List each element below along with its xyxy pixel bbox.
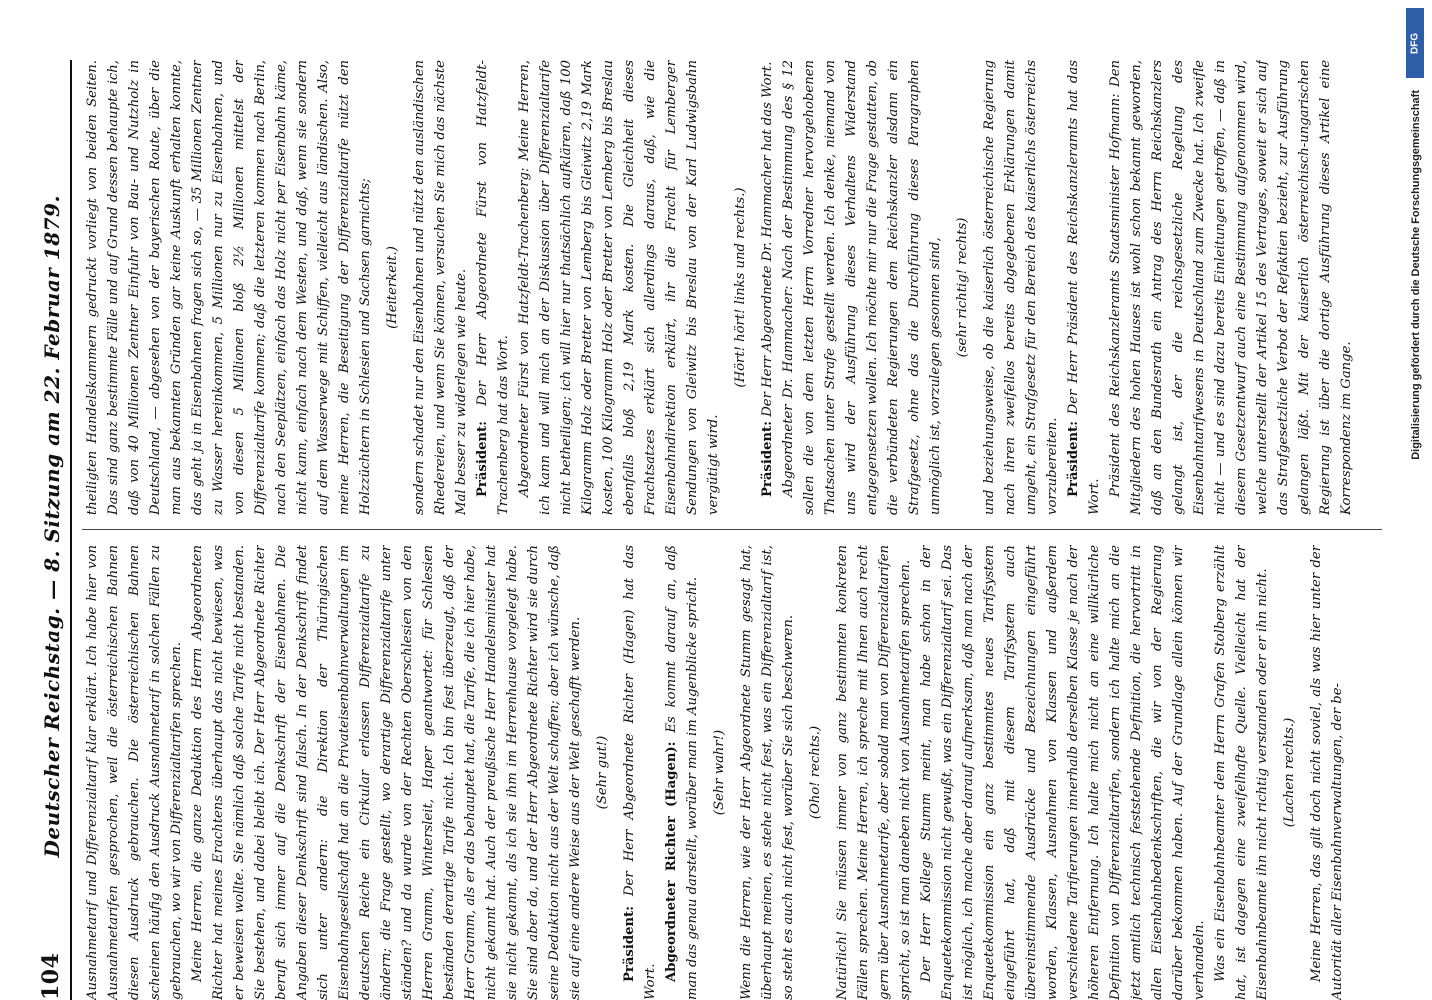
- paragraph: [1210, 545, 1273, 1000]
- interjection: [592, 545, 613, 1000]
- paragraph: [472, 60, 514, 515]
- speaker-label: Abgeordneter Richter (Hagen):: [664, 741, 679, 982]
- paragraph-text: Natürlich! Sie müssen immer von ganz bestimmten konkreten Fällen sprechen. Meine Herren, ich spreche mit Ihnen auch recht gern über Ausnahmetarife, aber sobald man von Differenzialtarifen spricht, so ist man daneben nicht von Ausnahmetarifen sprechen.: [835, 545, 913, 1000]
- paragraph: [1105, 60, 1357, 515]
- paragraph: [514, 60, 724, 515]
- paragraph: [82, 60, 376, 515]
- paragraph-text: Abgeordneter Dr. Hammacher: Nach der Bestimmung des § 12 sollen die von dem letzten Herrn Vorredner hervorgehobenen Thatsachen unter Strafe gestellt werden. Ich denke, niemand von uns wird der Ausführung dieses Verhaltens Widerstand entgegensetzen wollen. Ich möchte mir nur die Frage gestatten, ob die verbündeten Regierungen dem Reichskanzler alsdann ein Strafgesetz, ohne das die Durchführung dieses Paragraphen unmöglich ist, vorzulegen gesonnen sind,: [781, 60, 943, 515]
- interjection: [805, 545, 826, 1000]
- paragraph: [619, 545, 661, 1000]
- paragraph-text: Meine Herren, das gilt doch nicht soviel, als was hier unter der Autorität aller Eisenbahnverwaltungen, der be-: [1309, 545, 1345, 1000]
- paragraph: [736, 545, 799, 1000]
- paragraph: [778, 60, 946, 515]
- speaker-label: Präsident:: [1066, 420, 1081, 497]
- rotated-document-page: [26, 60, 1406, 1000]
- speaker-label: Präsident:: [622, 905, 637, 982]
- paragraph-text: sondern schadet nur den Eisenbahnen und nützt den ausländischen Rhedereien, und wenn Sie können, versuchen Sie mich das nächste Mal besser zu widerlegen wie heute.: [412, 60, 469, 515]
- paragraph-text: theiligten Handelskammern gedruckt vorliegt von beiden Seiten. Das sind ganz bestimmte Fälle und auf Grund dessen behaupte ich, daß von 40 Millionen Zentner Einfuhr von Bau- und Nutzholz in Deutschland, — abgesehen von der bayerischen Route, über die man aus bekannten Gründen gar keine Auskunft erhalten konnte, das geht ja in Eisenbahnen fragen sich so, — 35 Millionen Zentner zu Wasser hereinkommen, 5 Millionen nur zu Eisenbahnen, und von diesen 5 Millionen bloß 2½ Millionen mittelst der Differenzialtarife kommen; daß die letzteren kommen nach Berlin, nach den Seeplätzen, einfach das Holz nicht per Eisenbahn käme, nicht kann, einfach nach dem Westen, und daß, wenn sie sondern auf dem Wasserwege mit Schiffen, vielleicht aus ländischen. Also, meine Herren, die Beseitigung der Differenzialtarife nützt den Holzzüchtern in Schlesien und Sachsen garnichts;: [85, 60, 373, 515]
- digitization-sidebar: [1394, 0, 1432, 1000]
- paragraph-text: (Lachen rechts.): [1282, 717, 1297, 828]
- paragraph-text: (Sehr wahr!): [712, 729, 727, 816]
- paragraph-text: Der Herr Abgeordnete Fürst von Hatzfeldt-Trachenberg hat das Wort.: [475, 60, 511, 515]
- paragraph-text: Präsident des Reichskanzleramts Staatsminister Hofmann: Den Mitgliedern des hohen Hauses ist wohl schon bekannt geworden, daß an den Bundesrath ein Antrag des Herrn Reichskanzlers gelangt ist, der die reichsgesetzliche Regelung des Eisenbahntarifwesens in Deutschland zum Zwecke hat. Ich zweifle nicht — und es sind dazu bereits Einleitungen getroffen, — daß in diesem Gesetzentwurf auch eine Bestimmung aufgenommen wird, welche unterstellt der Artikel 15 des Vertrages, soweit er sich auf das Strafgesetzliche Verbot der Refaktien bezieht, zur Ausführung gelangen läßt. Mit der kaiserlich österreichisch-ungarischen Regierung ist über die dortige Ausführung dieses Artikel eine Korrespondenz im Gange.: [1108, 60, 1354, 515]
- interjection: [730, 60, 751, 515]
- paragraph-text: Es kommt darauf an, daß man das genau darstellt, worüber man im Augenblicke spricht.: [664, 545, 700, 1000]
- speaker-label: Präsident:: [760, 420, 775, 497]
- paragraph-text: Der Herr Kollege Stumm meint, man habe schon in der Enquetekommission nicht gewußt, was ein Differenzialtarif sei. Das ist möglich, ich mache aber darauf aufmerksam, daß man nach der Enquetekommission ein ganz bestimmtes neues Tarifsystem eingeführt hat, daß mit diesem Tarifsystem auch übereinstimmende Ausdrücke und Bezeichnungen eingeführt worden, Klassen, Ausnahmen von Klassen und außerdem verschiedene Tarifierungen innerhalb derselben Klasse je nach der höheren Entfernung. Ich halte mich nicht an eine willkürliche Definition von Differenzialtarifen, sondern ich halte mich an die jetzt amtlich technisch feststehende Definition, die hervortritt in allen Eisenbahnbedenkschriften, die wir von der Regierung darüber bekommen haben. Auf der Grundlage allein können wir verhandeln.: [919, 545, 1207, 1000]
- paragraph: [409, 60, 472, 515]
- paragraph: [979, 60, 1063, 515]
- interjection: [1279, 545, 1300, 1000]
- interjection: [709, 545, 730, 1000]
- paragraph-text: Der Herr Präsident des Reichskanzleramts hat das Wort.: [1066, 60, 1102, 515]
- paragraph-text: Wenn die Herren, wie der Herr Abgeordnete Stumm gesagt hat, überhaupt meinen, es stehe nicht fest, was ein Differenzialtarif ist, so steht es auch nicht fest, worüber Sie sich beschweren.: [739, 545, 796, 1000]
- paragraph-text: Ausnahmetarif und Differenzialtarif klar erklärt. Ich habe hier von Ausnahmetarifen gesprochen, weil die österreichischen Bahnen diesen Ausdruck gebrauchen. Die österreichischen Bahnen scheinen häufig den Ausdruck Ausnahmetarif in solchen Fällen zu gebrauchen, wo wir von Differenzialtarifen sprechen.: [85, 545, 184, 1000]
- speaker-label: Präsident:: [475, 420, 490, 497]
- interjection: [952, 60, 973, 515]
- paragraph: [832, 545, 916, 1000]
- paragraph-text: Was ein Eisenbahnbeamter dem Herrn Grafen Stolberg erzählt hat, ist dagegen eine zweifelhafte Quelle. Vielleicht hat der Eisenbahnbeamte ihn nicht richtig verstanden oder er ihn nicht.: [1213, 545, 1270, 1000]
- digitization-credit: Digitalisierung gefördert durch die Deutsche Forschungsgemeinschaft: [1410, 90, 1422, 460]
- paragraph: [1063, 60, 1105, 515]
- header-rule: [70, 60, 72, 1000]
- page-number: 104: [38, 952, 64, 1000]
- paragraph: [82, 545, 187, 1000]
- page-header: [26, 60, 64, 1000]
- paragraph-text: und beziehungsweise, ob die kaiserlich österreichische Regierung nach ihren zweifellos bereits abgegebenen Erklärungen damit umgeht, ein Strafgesetz für den Bereich des kaiserlichs österreichs vorzubereiten.: [982, 60, 1060, 515]
- left-text-column: [82, 545, 1382, 1000]
- interjection: [382, 60, 403, 515]
- column-divider: [82, 529, 1382, 530]
- paragraph-text: (Hört! hört! links und rechts.): [733, 187, 748, 388]
- paragraph: [187, 545, 586, 1000]
- paragraph-text: (Oho! rechts.): [808, 725, 823, 820]
- paragraph: [757, 60, 778, 515]
- paragraph: [916, 545, 1210, 1000]
- paragraph-text: Der Herr Abgeordnete Dr. Hammacher hat das Wort.: [760, 61, 775, 421]
- right-text-column: [82, 60, 1382, 515]
- paragraph-text: (Heiterkeit.): [385, 246, 400, 329]
- paragraph: [661, 545, 703, 1000]
- paragraph-text: Abgeordneter Fürst von Hatzfeldt-Trachenberg: Meine Herren, ich kann und will mich an der Diskussion über Differenzialtarife nicht betheiligen; ich will hier nur thatsächlich aufklären, daß 100 Kilogramm Holz oder Bretter von Lemberg bis Gleiwitz 2,19 Mark kosten, 100 Kilogramm Holz oder Bretter von Lemberg bis Breslau ebenfalls bloß 2,19 Mark kosten. Die Gleichheit dieses Frachtsatzes erklärt sich allerdings daraus, daß, wie die Eisenbahndirektion erklärt, ihr die Fracht für Lemberger Sendungen von Gleiwitz bis Breslau von der Karl Ludwigsbahn vergütigt wird.: [517, 60, 721, 515]
- dfg-logo-icon: DFG: [1406, 8, 1424, 78]
- paragraph: [1306, 545, 1348, 1000]
- paragraph-text: (Sehr gut!): [595, 735, 610, 810]
- paragraph-text: Meine Herren, die ganze Deduktion des Herrn Abgeordneten Richter hat meines Erachtens überhaupt das nicht bewiesen, was er beweisen wollte. Sie nämlich daß solche Tarife nicht bestanden. Sie bestehen, und dabei bleibt ich. Der Herr Abgeordnete Richter beruft sich immer auf die Denkschrift der Eisenbahnen. Die Angaben dieser Denkschrift sind falsch. In der Denkschrift findet sich unter andern: die Direktion der Thüringischen Eisenbahngesellschaft hat an die Privateisenbahnverwaltungen im deutschen Reiche ein Cirkular erlassen Differenzialtarife zu ändern; die Frage gestellt, wo derartige Differenzialtarife unter ständen? und da wurde von der Rechten Oberschlesien von den Herren Gramm, Wintersleit, Haper geantwortet: für Schlesien beständen derartige Tarife nicht. Ich bin fest überzeugt, daß der Herr Gramm, als er das behauptet hat, die Tarife, die ich hier habe, nicht gekannt hat. Auch der preußische Herr Handelsminister hat sie nicht gekannt, als ich sie ihm im Herrenhause vorgelegt habe. Sie sind aber da, und der Herr Abgeordnete Richter wird sie durch seine Deduktion nicht aus der Welt schaffen; aber ich wünsche, daß sie auf eine andere Weise aus der Welt geschafft werden.: [190, 545, 583, 1000]
- paragraph-text: Der Herr Abgeordnete Richter (Hagen) hat das Wort.: [622, 545, 658, 1000]
- paragraph-text: (sehr richtig! rechts): [955, 217, 970, 358]
- page-title: Deutscher Reichstag. — 8. Sitzung am 22. Februar 1879.: [40, 195, 64, 858]
